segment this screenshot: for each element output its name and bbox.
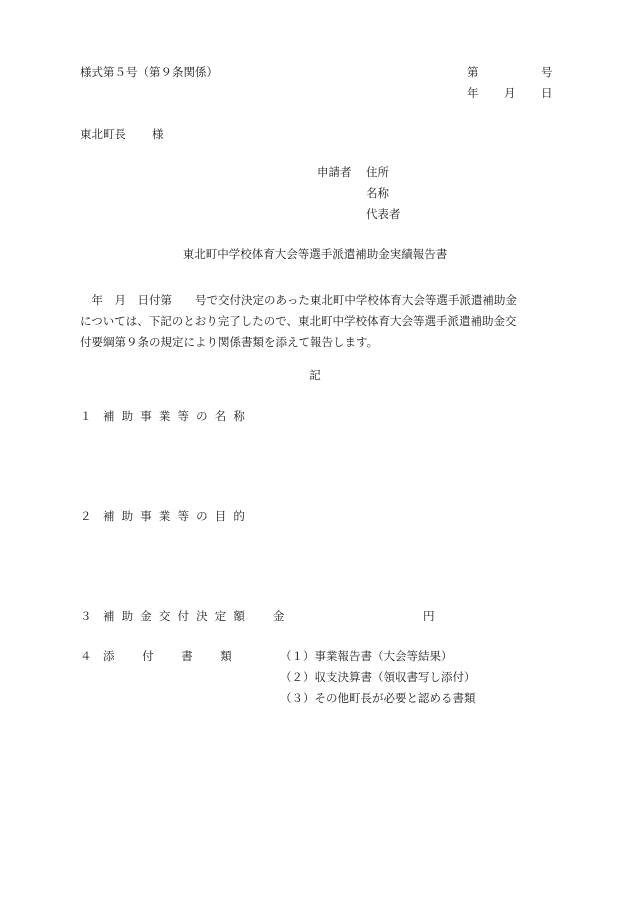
addressee-name: 東北町長 [80,127,126,141]
applicant-address-label: 住所 [366,165,389,179]
item-label-project-name: 補助事業等の名称 [103,409,253,423]
applicant-representative-label: 代表者 [366,207,401,221]
body-line: 付要綱第９条の規定により関係書類を添えて報告します。 [80,335,379,349]
date-month-label: 月 [504,86,516,100]
item-label-attachments: 添付書類 [103,649,260,663]
item-number: ２ [80,509,92,523]
document-title: 東北町中学校体育大会等選手派遣補助金実績報告書 [182,247,448,261]
addressee-honorific: 様 [152,127,164,141]
ki-heading: 記 [309,368,321,382]
date-year-label: 年 [467,86,479,100]
amount-suffix: 円 [423,609,435,623]
attachment-item: （１）事業報告書（大会等結果） [280,649,453,663]
item-label-project-purpose: 補助事業等の目的 [103,509,253,523]
applicant-label: 申請者 [317,165,352,179]
form-number: 様式第５号（第９条関係） [80,65,218,79]
item-number: ４ [80,649,92,663]
body-line: については、下記のとおり完了したので、東北町中学校体育大会等選手派遣補助金交 [80,314,517,328]
body-line: 年 月 日付第 号で交付決定のあった東北町中学校体育大会等選手派遣補助金 [80,293,517,307]
item-label-decision-amount: 補助金交付決定額 [103,609,253,623]
document-number-prefix: 第 [467,65,479,79]
item-number: １ [80,409,92,423]
attachment-item: （３）その他町長が必要と認める書類 [280,691,476,705]
body-paragraph [80,290,560,353]
document-number-suffix: 号 [541,65,553,79]
date-day-label: 日 [541,86,553,100]
attachment-item: （２）収支決算書（領収書写し添付） [280,670,476,684]
amount-prefix: 金 [273,609,285,623]
item-number: ３ [80,609,92,623]
applicant-name-label: 名称 [366,186,389,200]
